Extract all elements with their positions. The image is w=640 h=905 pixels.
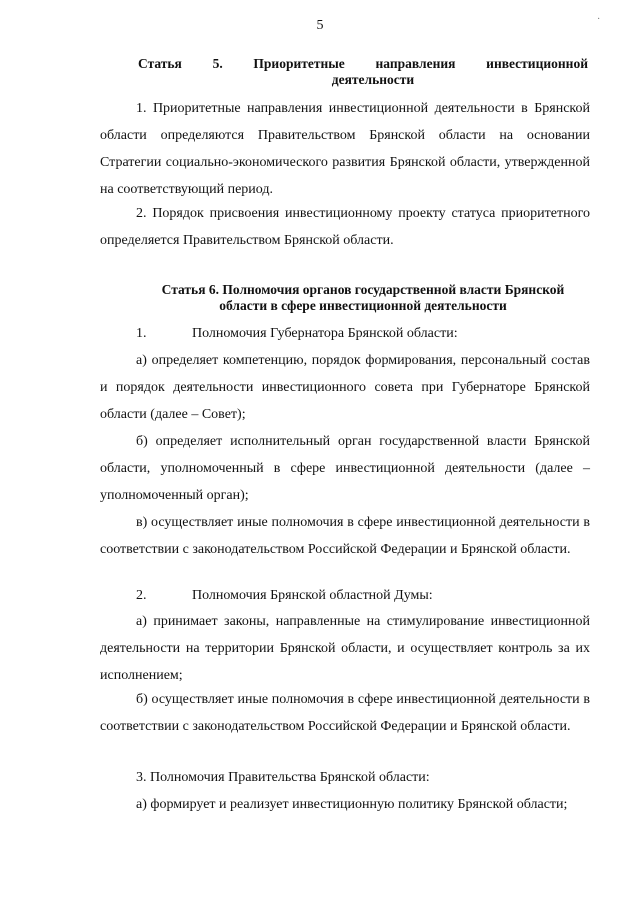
article-5-heading xyxy=(138,56,588,88)
section-1-item-c: в) осуществляет иные полномочия в сфере инвестиционной деятельности в соответствии с законодательством Российской Федерации и Брянской области. xyxy=(100,515,590,557)
section-2-item-a: а) принимает законы, направленные на стимулирование инвестиционной деятельности на территории Брянской области, и осуществляет контроль за их исполнением; xyxy=(100,614,590,683)
heading-word: 5. xyxy=(212,56,223,71)
heading-word: инвестиционной xyxy=(486,56,588,71)
article-6-heading xyxy=(128,282,598,314)
heading-line-2: области в сфере инвестиционной деятельности xyxy=(219,298,507,313)
section-1-item-a: а) определяет компетенцию, порядок формирования, персональный состав и порядок деятельности инвестиционного совета при Губернаторе Брянской области (далее – Совет); xyxy=(100,353,590,422)
section-3-heading: 3. Полномочия Правительства Брянской области: xyxy=(136,770,430,785)
heading-word: направления xyxy=(375,56,456,71)
corner-mark: · xyxy=(597,14,601,25)
heading-line-1: Статья 6. Полномочия органов государственной власти Брянской xyxy=(161,282,565,297)
heading-line-2: деятельности xyxy=(331,72,415,87)
section-2-item-b: б) осуществляет иные полномочия в сфере инвестиционной деятельности в соответствии с законодательством Российской Федерации и Брянской области. xyxy=(100,692,590,734)
section-1-item-b: б) определяет исполнительный орган государственной власти Брянской области, уполномоченный в сфере инвестиционной деятельности (далее – уполномоченный орган); xyxy=(100,434,590,503)
page-number: 5 xyxy=(316,18,324,33)
section-1-heading: 1. Полномочия Губернатора Брянской области: xyxy=(136,326,458,341)
section-3-item-a: а) формирует и реализует инвестиционную политику Брянской области; xyxy=(136,797,568,812)
section-2-heading: 2. Полномочия Брянской областной Думы: xyxy=(136,588,433,603)
heading-word: Статья xyxy=(138,56,182,71)
article-5-paragraph-2: 2. Порядок присвоения инвестиционному проекту статуса приоритетного определяется Правительством Брянской области. xyxy=(100,206,590,248)
heading-word: Приоритетные xyxy=(253,56,345,71)
article-5-paragraph-1: 1. Приоритетные направления инвестиционной деятельности в Брянской области определяются Правительством Брянской области на основании Стратегии социально-экономического развития Брянской области, утвержденной на соответствующий период. xyxy=(100,101,590,197)
